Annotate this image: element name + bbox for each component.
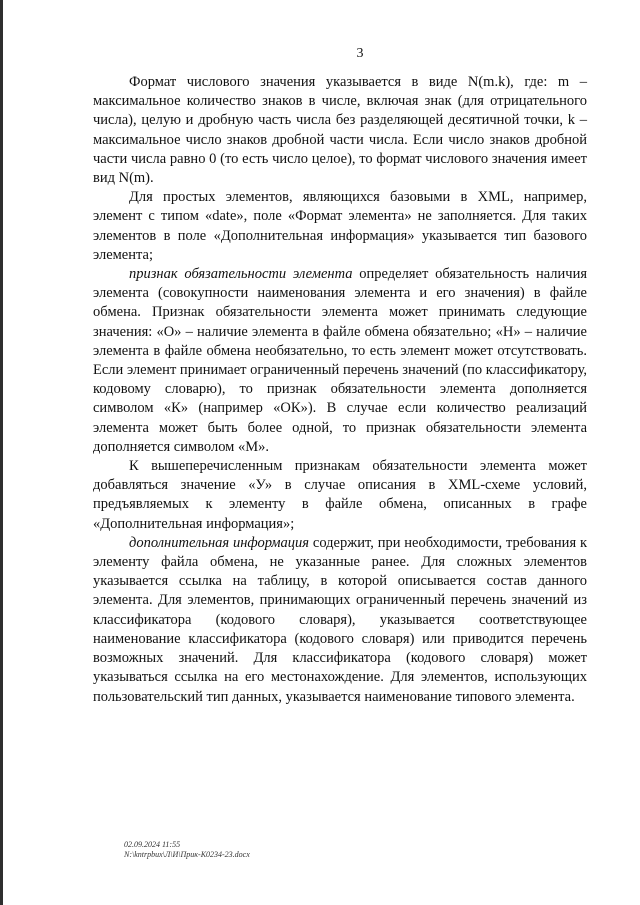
additional-info-text: содержит, при необходимости, требования к элементу файла обмена, не указанные ранее. Для сложных элементов указывается ссылка на таблицу, в которой описывается состав данного элемента. Для элементов, принимающих ограниченный перечень значений из классификатора (кодового словаря), указывается соответствующее наименование классификатора (кодового словаря) или приводится перечень возможных значений. Для классификатора (кодового словаря) может указываться ссылка на его местонахождение. Для элементов, использующих пользовательский тип данных, указывается наименование типового элемента.: [93, 534, 587, 705]
footer-timestamp: 02.09.2024 11:55: [124, 840, 181, 849]
paragraph-mandatory-flag: [93, 265, 587, 457]
footer-file-path: N:\kntrpbux\Л\И\Прик-К0234-23.docx: [124, 850, 250, 859]
page-number: 3: [356, 46, 364, 61]
scan-edge: [0, 0, 3, 905]
paragraph-additional-info: [93, 534, 587, 707]
paragraph-conditional-flag: К вышеперечисленным признакам обязательности элемента может добавляться значение «У» в случае описания в XML-схеме условий, предъявляемых к элементу в файле обмена, описанных в графе «Дополнительная информация»;: [93, 458, 587, 532]
paragraph-simple-elements: Для простых элементов, являющихся базовыми в XML, например, элемент с типом «date», поле «Формат элемента» не заполняется. Для таких элементов в поле «Дополнительная информация» указывается тип базового элемента;: [93, 189, 587, 263]
term-mandatory-flag: признак обязательности элемента: [129, 266, 353, 283]
document-body: [93, 73, 587, 707]
document-footer: [124, 840, 250, 860]
paragraph-number-format: Формат числового значения указывается в виде N(m.k), где: m – максимальное количество знаков в числе, включая знак (для отрицательного числа), целую и дробную часть числа без разделяющей десятичной точки, k – максимальное число знаков дробной части числа. Если число знаков дробной части числа равно 0 (то есть число целое), то формат числового значения имеет вид N(m).: [93, 74, 587, 187]
term-additional-info: дополнительная информация: [129, 534, 310, 551]
mandatory-flag-text: определяет обязательность наличия элемента (совокупности наименования элемента и его значения) в файле обмена. Признак обязательности элемента может принимать следующие значения: «О» – наличие элемента в файле обмена обязательно; «Н» – наличие элемента в файле обмена необязательно, то есть элемент может отсутствовать. Если элемент принимает ограниченный перечень значений (по классификатору, кодовому словарю), то признак обязательности элемента дополняется символом «К» (например «ОК»). В случае если количество реализаций элемента может быть более одной, то признак обязательности элемента дополняется символом «М».: [93, 266, 587, 455]
